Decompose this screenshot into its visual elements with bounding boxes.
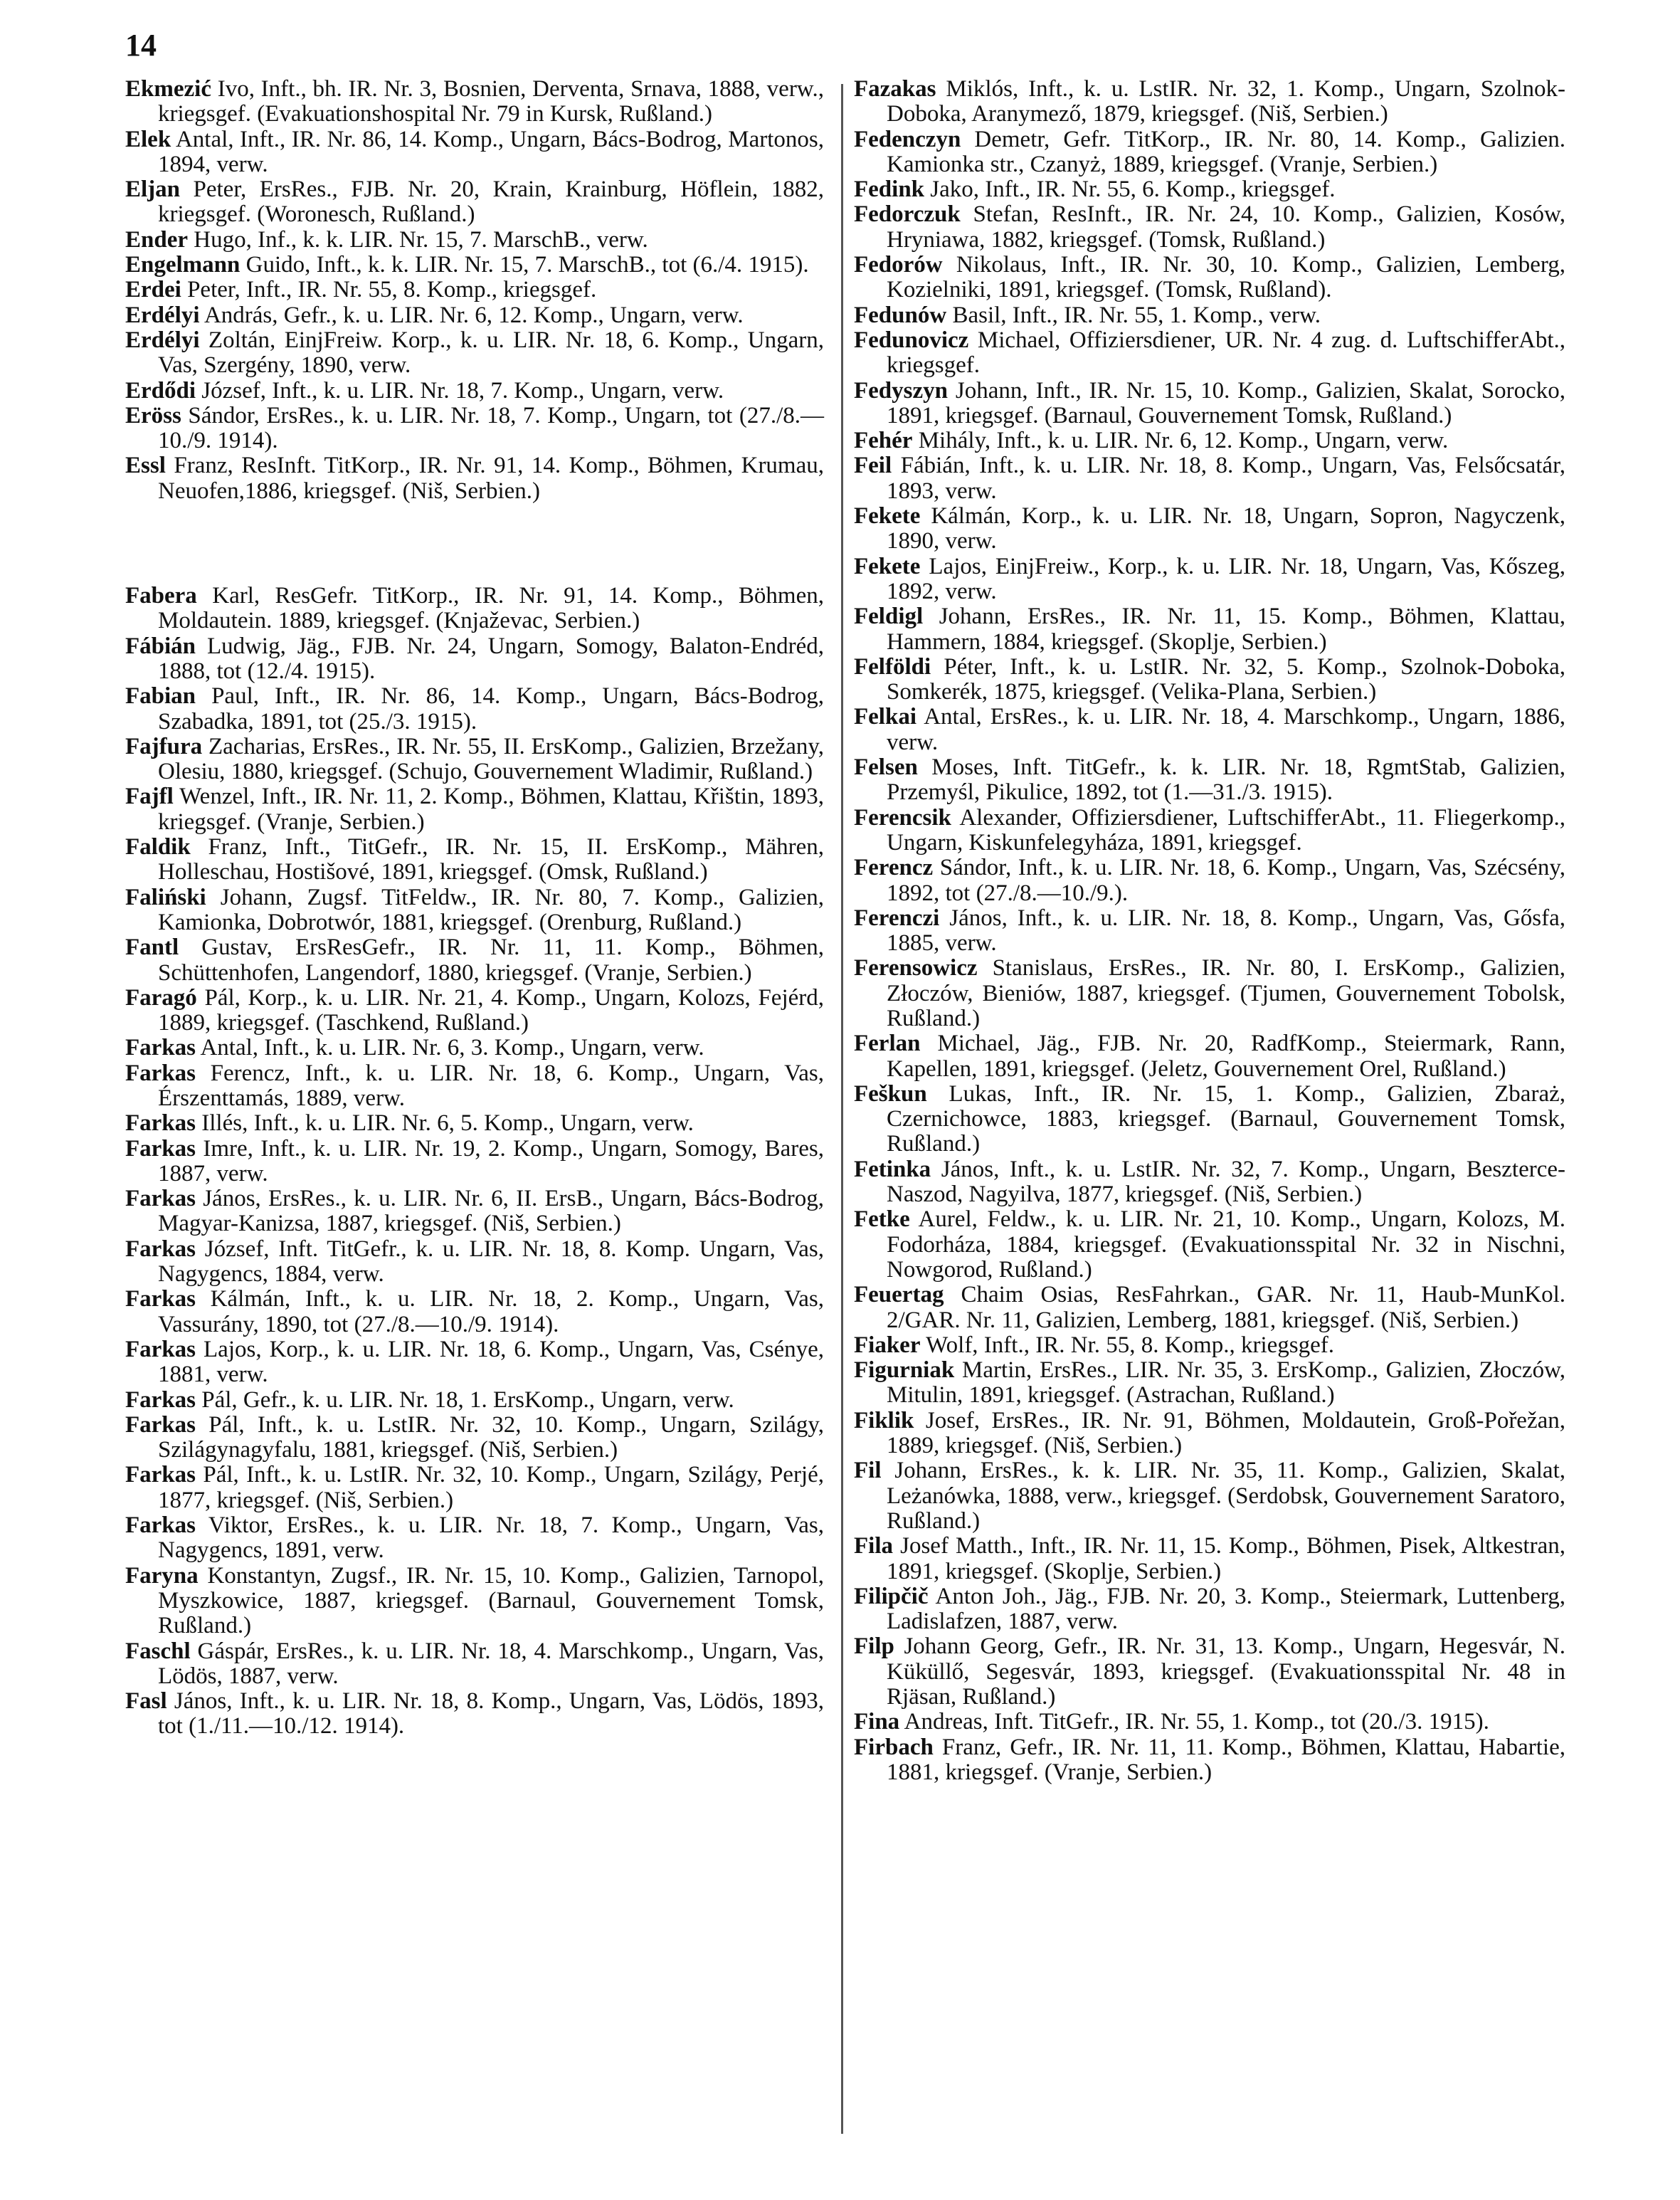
list-item <box>125 1639 824 1690</box>
entry-surname: Fina <box>854 1709 900 1735</box>
entry-details: Franz, Gefr., IR. Nr. 11, 11. Komp., Böhmen, Klattau, Habartie, 1881, kriegsgef. (Vranje, Serbien.) <box>887 1734 1565 1785</box>
list-item <box>125 1061 824 1112</box>
entry-details: Sándor, ErsRes., k. u. LIR. Nr. 18, 7. Komp., Ungarn, tot (27./8.—10./9. 1914). <box>158 402 824 454</box>
entry-surname: Erdődi <box>125 377 196 404</box>
list-item <box>854 1283 1565 1333</box>
list-item <box>125 1413 824 1463</box>
list-item <box>125 784 824 835</box>
list-item <box>854 127 1565 178</box>
entry-details: Fábián, Inft., k. u. LIR. Nr. 18, 8. Komp., Ungarn, Vas, Felsőcsatár, 1893, verw. <box>887 453 1565 504</box>
entry-surname: Fetke <box>854 1206 910 1233</box>
entry-details: Michael, Offiziersdiener, UR. Nr. 4 zug. d. LuftschifferAbt., kriegsgef. <box>887 327 1565 379</box>
entry-details: János, Inft., k. u. LIR. Nr. 18, 8. Komp., Ungarn, Vas, Gősfa, 1885, verw. <box>887 905 1566 957</box>
entry-details: Ferencz, Inft., k. u. LIR. Nr. 18, 6. Komp., Ungarn, Vas, Érszenttamás, 1889, verw. <box>158 1060 824 1111</box>
entry-surname: Felsen <box>854 754 918 781</box>
entry-surname: Filp <box>854 1633 894 1660</box>
entry-surname: Ekmezić <box>125 76 211 102</box>
list-item <box>125 77 824 127</box>
list-item <box>854 177 1565 202</box>
entry-surname: Fajfl <box>125 784 174 810</box>
entry-surname: Farkas <box>125 1236 196 1262</box>
entry-details: Alexander, Offiziersdiener, LuftschifferAbt., 11. Fliegerkomp., Ungarn, Kiskunfelegyháza, 1891, kriegsgef. <box>887 804 1565 856</box>
entry-surname: Filipčič <box>854 1583 929 1609</box>
list-item <box>854 303 1565 328</box>
entry-surname: Essl <box>125 453 166 479</box>
entry-surname: Faragó <box>125 984 197 1011</box>
entry-surname: Fekete <box>854 503 921 530</box>
entry-details: Johann, ErsRes., k. k. LIR. Nr. 35, 11. Komp., Galizien, Skalat, Leżanówka, 1888, verw., kriegsgef. (Serdobsk, Gouvernement Saratoro, Rußland.) <box>887 1458 1565 1534</box>
list-item <box>125 1388 824 1413</box>
entry-surname: Fila <box>854 1533 893 1559</box>
list-item <box>854 1207 1565 1283</box>
entry-surname: Farkas <box>125 1462 196 1488</box>
list-item <box>854 956 1565 1031</box>
entry-details: Stanislaus, ErsRes., IR. Nr. 80, I. ErsKomp., Galizien, Złoczów, Bieniów, 1887, kriegsgef. (Tjumen, Gouvernement Tobolsk, Rußland.) <box>887 955 1566 1031</box>
list-item <box>125 835 824 885</box>
entry-surname: Fiaker <box>854 1332 921 1358</box>
entry-details: Michael, Jäg., FJB. Nr. 20, RadfKomp., Steiermark, Rann, Kapellen, 1891, kriegsgef. (Jeletz, Gouvernement Orel, Rußland.) <box>887 1031 1565 1082</box>
list-item <box>854 1534 1565 1584</box>
list-item <box>854 604 1565 655</box>
entry-surname: Ender <box>125 226 189 253</box>
entry-details: Johann Georg, Gefr., IR. Nr. 31, 13. Komp., Ungarn, Hegesvár, N. Küküllő, Segesvár, 1893, kriegsgef. (Evakuationsspital Nr. 48 in Rjäsan, Rußland.) <box>887 1633 1565 1710</box>
entry-surname: Fedink <box>854 177 925 203</box>
entry-details: Zoltán, EinjFreiw. Korp., k. u. LIR. Nr. 18, 6. Komp., Ungarn, Vas, Szergény, 1890, verw. <box>158 327 825 379</box>
entry-surname: Firbach <box>854 1734 934 1760</box>
entry-surname: Fabera <box>125 583 197 609</box>
entry-surname: Faldik <box>125 834 191 860</box>
entry-details: Karl, ResGefr. TitKorp., IR. Nr. 91, 14. Komp., Böhmen, Moldautein. 1889, kriegsgef. (Knjaževac, Serbien.) <box>158 583 824 634</box>
entry-details: Lukas, Inft., IR. Nr. 15, 1. Komp., Galizien, Zbaraż, Czernichowce, 1883, kriegsgef. (Barnaul, Gouvernement Tomsk, Rußland.) <box>887 1080 1565 1157</box>
entry-details: Zacharias, ErsRes., IR. Nr. 55, II. ErsKomp., Galizien, Brzežany, Olesiu, 1880, kriegsgef. (Schujo, Gouvernement Wladimir, Rußland.) <box>158 733 824 785</box>
entry-details: Gáspár, ErsRes., k. u. LIR. Nr. 18, 4. Marschkomp., Ungarn, Vas, Lödös, 1887, verw. <box>158 1638 824 1689</box>
entry-details: Peter, Inft., IR. Nr. 55, 8. Komp., kriegsgef. <box>187 277 597 303</box>
entry-surname: Feil <box>854 453 892 479</box>
entry-details: Sándor, Inft., k. u. LIR. Nr. 18, 6. Komp., Ungarn, Vas, Szécsény, 1892, tot (27./8.—10./9.). <box>887 855 1565 906</box>
entry-details: Pál, Inft., k. u. LstIR. Nr. 32, 10. Komp., Ungarn, Szilágy, Perjé, 1877, kriegsgef. (Niš, Serbien.) <box>158 1462 824 1513</box>
entry-details: Martin, ErsRes., LIR. Nr. 35, 3. ErsKomp., Galizien, Złoczów, Mitulin, 1891, kriegsgef. (Astrachan, Rußland.) <box>887 1357 1566 1409</box>
entry-details: Franz, Inft., TitGefr., IR. Nr. 15, II. ErsKomp., Mähren, Holleschau, Hostišové, 1891, kriegsgef. (Omsk, Rußland.) <box>158 834 824 885</box>
entry-surname: Faliński <box>125 884 206 910</box>
entry-surname: Farkas <box>125 1411 196 1438</box>
entry-details: Viktor, ErsRes., k. u. LIR. Nr. 18, 7. Komp., Ungarn, Vas, Nagygencs, 1891, verw. <box>158 1512 824 1564</box>
entry-details: Kálmán, Korp., k. u. LIR. Nr. 18, Ungarn, Sopron, Nagyczenk, 1890, verw. <box>887 503 1566 554</box>
entry-details: Antal, Inft., k. u. LIR. Nr. 6, 3. Komp., Ungarn, verw. <box>200 1035 704 1061</box>
list-item <box>125 1337 824 1388</box>
entry-details: Antal, ErsRes., k. u. LIR. Nr. 18, 4. Marschkomp., Ungarn, 1886, verw. <box>887 704 1565 755</box>
list-item <box>854 1409 1565 1459</box>
entry-details: Aurel, Feldw., k. u. LIR. Nr. 21, 10. Komp., Ungarn, Kolozs, M. Fodorháza, 1884, kriegsgef. (Evakuationsspital Nr. 32 in Nischni, Nowgorod, Rußland.) <box>887 1206 1565 1283</box>
list-item <box>854 1735 1565 1786</box>
list-item <box>125 177 824 228</box>
list-item <box>125 634 824 685</box>
entry-surname: Elek <box>125 126 171 152</box>
list-item <box>125 328 824 379</box>
entry-surname: Fabian <box>125 683 196 710</box>
list-item <box>854 328 1565 379</box>
list-item <box>854 202 1565 253</box>
entry-details: Miklós, Inft., k. u. LstIR. Nr. 32, 1. Komp., Ungarn, Szolnok-Doboka, Aranymező, 1879, kriegsgef. (Niš, Serbien.) <box>887 76 1566 127</box>
entry-details: Demetr, Gefr. TitKorp., IR. Nr. 80, 14. Komp., Galizien. Kamionka str., Czanyż, 1889, kriegsgef. (Vranje, Serbien.) <box>887 126 1565 177</box>
entry-surname: Farkas <box>125 1060 196 1086</box>
list-item <box>854 755 1565 806</box>
entry-surname: Fekete <box>854 553 921 579</box>
entry-details: Johann, ErsRes., IR. Nr. 11, 15. Komp., Böhmen, Klattau, Hammern, 1884, kriegsgef. (Skoplje, Serbien.) <box>887 604 1565 655</box>
entry-surname: Farkas <box>125 1386 196 1413</box>
entry-surname: Fantl <box>125 935 179 961</box>
list-item <box>125 127 824 178</box>
list-item <box>125 1186 824 1237</box>
entry-surname: Feuertag <box>854 1282 944 1308</box>
list-item <box>125 1137 824 1187</box>
entry-details: Nikolaus, Inft., IR. Nr. 30, 10. Komp., Galizien, Lemberg, Kozielniki, 1891, kriegsgef. (Tomsk, Rußland). <box>887 252 1565 303</box>
list-item <box>854 1634 1565 1710</box>
entry-details: Josef Matth., Inft., IR. Nr. 11, 15. Komp., Böhmen, Pisek, Altkestran, 1891, kriegsgef. (Skoplje, Serbien.) <box>887 1533 1565 1584</box>
list-item <box>125 684 824 735</box>
entry-details: Ludwig, Jäg., FJB. Nr. 24, Ungarn, Somogy, Balaton-Endréd, 1888, tot (12./4. 1915). <box>158 633 825 684</box>
entry-surname: Felkai <box>854 704 916 730</box>
entry-details: János, ErsRes., k. u. LIR. Nr. 6, II. ErsB., Ungarn, Bács-Bodrog, Magyar-Kanizsa, 1887, kriegsgef. (Niš, Serbien.) <box>158 1186 825 1237</box>
list-item <box>854 1082 1565 1157</box>
list-item <box>125 379 824 404</box>
list-item <box>125 1111 824 1136</box>
entry-details: Antal, Inft., IR. Nr. 86, 14. Komp., Ungarn, Bács-Bodrog, Martonos, 1894, verw. <box>158 126 824 177</box>
entry-details: Illés, Inft., k. u. LIR. Nr. 6, 5. Komp., Ungarn, verw. <box>201 1110 694 1137</box>
list-item <box>125 303 824 328</box>
list-item <box>125 735 824 785</box>
entry-details: Moses, Inft. TitGefr., k. k. LIR. Nr. 18, RgmtStab, Galizien, Przemyśl, Pikulice, 1892, tot (1.—31./3. 1915). <box>887 754 1566 806</box>
right-column <box>854 77 1565 1785</box>
list-item <box>125 584 824 634</box>
entry-surname: Engelmann <box>125 252 241 278</box>
entry-surname: Ferencsik <box>854 804 951 831</box>
list-item <box>125 885 824 936</box>
entry-surname: Fedunovicz <box>854 327 969 353</box>
list-item <box>854 554 1565 605</box>
entry-details: Lajos, EinjFreiw., Korp., k. u. LIR. Nr. 18, Ungarn, Vas, Kőszeg, 1892, verw. <box>887 553 1566 604</box>
entry-details: Peter, ErsRes., FJB. Nr. 20, Krain, Krainburg, Höflein, 1882, kriegsgef. (Woronesch, Rußland.) <box>158 177 824 228</box>
list-item <box>854 379 1565 429</box>
entry-surname: Fehér <box>854 428 913 454</box>
entry-details: Guido, Inft., k. k. LIR. Nr. 15, 7. MarschB., tot (6./4. 1915). <box>245 252 809 278</box>
entry-surname: Figurniak <box>854 1357 955 1384</box>
entry-details: Konstantyn, Zugsf., IR. Nr. 15, 10. Komp., Galizien, Tarnopol, Myszkowice, 1887, kriegsgef. (Barnaul, Gouvernement Tomsk, Rußland.) <box>158 1562 824 1639</box>
list-item <box>125 1287 824 1337</box>
entry-surname: Faschl <box>125 1638 191 1664</box>
list-item <box>125 1513 824 1564</box>
entry-surname: Farkas <box>125 1512 196 1539</box>
list-item <box>125 935 824 986</box>
list-item <box>125 453 824 504</box>
entry-details: Pál, Inft., k. u. LstIR. Nr. 32, 10. Komp., Ungarn, Szilágy, Szilágynagyfalu, 1881, kriegsgef. (Niš, Serbien.) <box>158 1411 825 1463</box>
left-column <box>125 77 824 1740</box>
list-item <box>854 428 1565 453</box>
entry-details: Johann, Inft., IR. Nr. 15, 10. Komp., Galizien, Skalat, Sorocko, 1891, kriegsgef. (Barnaul, Gouvernement Tomsk, Rußland.) <box>887 377 1566 428</box>
entry-details: Basil, Inft., IR. Nr. 55, 1. Komp., verw. <box>952 302 1321 328</box>
entry-surname: Erdélyi <box>125 302 200 328</box>
entry-surname: Fazakas <box>854 76 936 102</box>
page-number: 14 <box>125 28 157 63</box>
list-item <box>125 404 824 454</box>
entry-details: Stefan, ResInft., IR. Nr. 24, 10. Komp., Galizien, Kosów, Hryniawa, 1882, kriegsgef. (Tomsk, Rußland.) <box>887 201 1565 253</box>
entry-surname: Fábián <box>125 633 196 659</box>
entry-surname: Fil <box>854 1458 882 1484</box>
entry-details: Péter, Inft., k. u. LstIR. Nr. 32, 5. Komp., Szolnok-Doboka, Somkerék, 1875, kriegsgef. (Velika-Plana, Serbien.) <box>887 653 1566 705</box>
entry-surname: Ferlan <box>854 1031 921 1057</box>
entry-surname: Erdei <box>125 277 181 303</box>
entry-details: Pál, Korp., k. u. LIR. Nr. 21, 4. Komp., Ungarn, Kolozs, Fejérd, 1889, kriegsgef. (Taschkend, Rußland.) <box>158 984 824 1036</box>
entry-surname: Fajfura <box>125 733 203 759</box>
section-gap <box>125 504 824 584</box>
list-item <box>125 986 824 1036</box>
list-item <box>854 906 1565 957</box>
entry-details: János, Inft., k. u. LIR. Nr. 18, 8. Komp., Ungarn, Vas, Lödös, 1893, tot (1./11.—10./12. 1914). <box>158 1688 825 1740</box>
entry-details: Kálmán, Inft., k. u. LIR. Nr. 18, 2. Komp., Ungarn, Vas, Vassurány, 1890, tot (27./8.—10./9. 1914). <box>158 1286 824 1337</box>
list-item <box>125 1564 824 1639</box>
list-item <box>854 655 1565 705</box>
entry-details: Imre, Inft., k. u. LIR. Nr. 19, 2. Komp., Ungarn, Somogy, Bares, 1887, verw. <box>158 1135 824 1186</box>
list-item <box>854 504 1565 554</box>
list-item <box>854 1584 1565 1635</box>
list-item <box>125 253 824 278</box>
entry-details: József, Inft., k. u. LIR. Nr. 18, 7. Komp., Ungarn, verw. <box>201 377 724 404</box>
list-item <box>854 1031 1565 1082</box>
list-item <box>125 228 824 253</box>
entry-details: Lajos, Korp., k. u. LIR. Nr. 18, 6. Komp., Ungarn, Vas, Csénye, 1881, verw. <box>158 1336 825 1388</box>
list-item <box>854 705 1565 755</box>
entry-surname: Fedenczyn <box>854 126 961 152</box>
entry-details: Paul, Inft., IR. Nr. 86, 14. Komp., Ungarn, Bács-Bodrog, Szabadka, 1891, tot (25./3. 1915). <box>158 683 824 735</box>
entry-details: Jako, Inft., IR. Nr. 55, 6. Komp., kriegsgef. <box>930 177 1336 203</box>
entry-details: Mihály, Inft., k. u. LIR. Nr. 6, 12. Komp., Ungarn, verw. <box>918 428 1449 454</box>
entry-surname: Fedyszyn <box>854 377 948 404</box>
entry-surname: Farkas <box>125 1336 196 1362</box>
entry-details: Wolf, Inft., IR. Nr. 55, 8. Komp., kriegsgef. <box>926 1332 1334 1358</box>
entry-surname: Fedorów <box>854 252 943 278</box>
entry-surname: Feškun <box>854 1080 927 1107</box>
entry-details: Ivo, Inft., bh. IR. Nr. 3, Bosnien, Derventa, Srnava, 1888, verw., kriegsgef. (Evakuationshospital Nr. 79 in Kursk, Rußland.) <box>158 76 824 127</box>
list-item <box>125 278 824 302</box>
entry-details: Gustav, ErsResGefr., IR. Nr. 11, 11. Komp., Böhmen, Schüttenhofen, Langendorf, 1880, kriegsgef. (Vranje, Serbien.) <box>158 935 824 986</box>
entry-details: József, Inft. TitGefr., k. u. LIR. Nr. 18, 8. Komp. Ungarn, Vas, Nagygencs, 1884, verw. <box>158 1236 825 1288</box>
entry-surname: Feldigl <box>854 604 924 630</box>
list-item <box>125 1237 824 1288</box>
list-item <box>854 1333 1565 1358</box>
entry-surname: Fedorczuk <box>854 201 961 228</box>
list-item <box>125 1689 824 1740</box>
entry-surname: Farkas <box>125 1286 196 1312</box>
entry-surname: Fedunów <box>854 302 947 328</box>
entry-surname: Farkas <box>125 1135 196 1162</box>
list-item <box>854 1358 1565 1409</box>
entry-details: Chaim Osias, ResFahrkan., GAR. Nr. 11, Haub-MunKol. 2/GAR. Nr. 11, Galizien, Lemberg, 1881, kriegsgef. (Niš, Serbien.) <box>887 1282 1565 1333</box>
entry-surname: Farkas <box>125 1186 196 1212</box>
list-item <box>854 806 1565 856</box>
list-item <box>854 77 1565 127</box>
entry-surname: Faryna <box>125 1562 199 1589</box>
entry-surname: Felföldi <box>854 653 931 680</box>
list-item <box>125 1036 824 1060</box>
entry-surname: Ferenczi <box>854 905 940 931</box>
list-item <box>854 856 1565 906</box>
entry-surname: Fasl <box>125 1688 167 1715</box>
entry-details: Josef, ErsRes., IR. Nr. 91, Böhmen, Moldautein, Groß-Pořežan, 1889, kriegsgef. (Niš, Serbien.) <box>887 1407 1565 1459</box>
entry-details: Pál, Gefr., k. u. LIR. Nr. 18, 1. ErsKomp., Ungarn, verw. <box>201 1386 734 1413</box>
list-item <box>854 1157 1565 1208</box>
entry-details: Wenzel, Inft., IR. Nr. 11, 2. Komp., Böhmen, Klattau, Křištin, 1893, kriegsgef. (Vranje, Serbien.) <box>158 784 825 835</box>
column-divider <box>841 84 843 2134</box>
entry-details: Andreas, Inft. TitGefr., IR. Nr. 55, 1. Komp., tot (20./3. 1915). <box>904 1709 1489 1735</box>
entry-details: Hugo, Inf., k. k. LIR. Nr. 15, 7. MarschB., verw. <box>194 226 648 253</box>
list-item <box>854 253 1565 303</box>
entry-surname: Farkas <box>125 1110 196 1137</box>
list-item <box>125 1463 824 1513</box>
list-item <box>854 453 1565 504</box>
entry-details: Franz, ResInft. TitKorp., IR. Nr. 91, 14. Komp., Böhmen, Krumau, Neuofen,1886, kriegsgef. (Niš, Serbien.) <box>158 453 824 504</box>
entry-surname: Ferensowicz <box>854 955 978 981</box>
entry-details: Anton Joh., Jäg., FJB. Nr. 20, 3. Komp., Steiermark, Luttenberg, Ladislafzen, 1887, verw. <box>887 1583 1565 1635</box>
entry-details: András, Gefr., k. u. LIR. Nr. 6, 12. Komp., Ungarn, verw. <box>204 302 744 328</box>
entry-surname: Fetinka <box>854 1156 931 1182</box>
entry-details: Johann, Zugsf. TitFeldw., IR. Nr. 80, 7. Komp., Galizien, Kamionka, Dobrotwór, 1881, kriegsgef. (Orenburg, Rußland.) <box>158 884 825 935</box>
entry-surname: Erdélyi <box>125 327 200 353</box>
entry-surname: Eröss <box>125 402 181 428</box>
entry-surname: Fiklik <box>854 1407 914 1433</box>
entry-surname: Eljan <box>125 177 181 203</box>
entry-surname: Farkas <box>125 1035 196 1061</box>
list-item <box>854 1458 1565 1534</box>
entry-details: János, Inft., k. u. LstIR. Nr. 32, 7. Komp., Ungarn, Beszterce-Naszod, Nagyilva, 1877, kriegsgef. (Niš, Serbien.) <box>887 1156 1565 1208</box>
list-item <box>854 1710 1565 1735</box>
entry-surname: Ferencz <box>854 855 934 881</box>
